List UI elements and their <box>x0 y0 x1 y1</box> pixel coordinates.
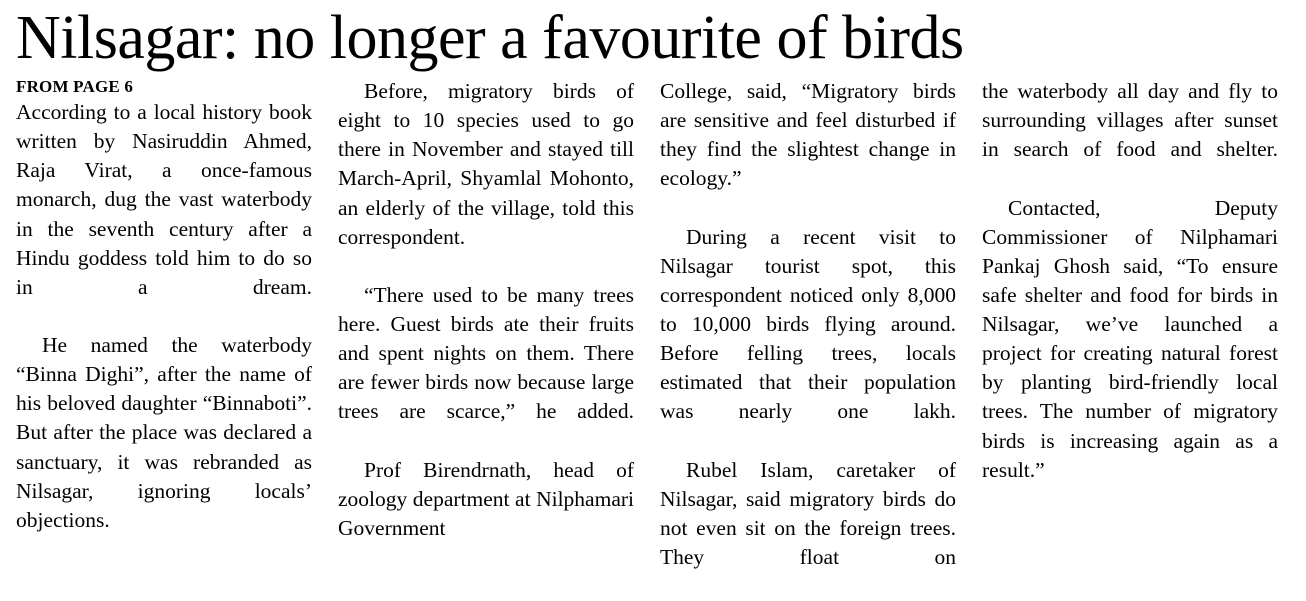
article-column-3 <box>660 77 956 601</box>
paragraph: College, said, “Migratory birds are sensitive and feel disturbed if they find the slightest change in ecology.” <box>660 79 956 191</box>
article-column-1 <box>16 77 312 564</box>
paragraph: Contacted, Deputy Commissioner of Nilphamari Pankaj Ghosh said, “To ensure safe shelter and food for birds in Nilsagar, we’ve launched a project for creating natural forest by planting bird-friendly local trees. The number of migratory birds is increasing again as a result.” <box>982 195 1278 482</box>
paragraph: Rubel Islam, caretaker of Nilsagar, said migratory birds do not even sit on the foreign trees. They float on <box>660 457 956 570</box>
continuation-kicker: FROM PAGE 6 <box>16 77 134 97</box>
article-column-2 <box>338 77 634 572</box>
page-title: Nilsagar: no longer a favourite of birds <box>16 4 964 72</box>
article-columns <box>16 77 1290 601</box>
paragraph: According to a local history book written by Nasiruddin Ahmed, Raja Virat, a once-famous monarch, dug the vast waterbody in the seventh century after a Hindu goddess told him to do so in a dream. <box>16 100 312 299</box>
paragraph: Prof Birendrnath, head of zoology department at Nilphamari Government <box>338 457 634 540</box>
paragraph: the waterbody all day and fly to surrounding villages after sunset in search of food and shelter. <box>982 79 1278 162</box>
paragraph: During a recent visit to Nilsagar tourist spot, this correspondent noticed only 8,000 to 10,000 birds flying around. Before felling trees, locals estimated that their population was nearly one lakh. <box>660 224 956 424</box>
article-column-4 <box>982 77 1278 514</box>
paragraph: “There used to be many trees here. Guest birds ate their fruits and spent nights on them. There are fewer birds now because large trees are scarce,” he added. <box>338 282 634 424</box>
paragraph: Before, migratory birds of eight to 10 species used to go there in November and stayed till March-April, Shyamlal Mohonto, an elderly of the village, told this correspondent. <box>338 79 634 249</box>
paragraph: He named the waterbody “Binna Dighi”, after the name of his beloved daughter “Binnaboti”. But after the place was declared a sanctuary, it was rebranded as Nilsagar, ignoring locals’ objections. <box>16 333 312 532</box>
